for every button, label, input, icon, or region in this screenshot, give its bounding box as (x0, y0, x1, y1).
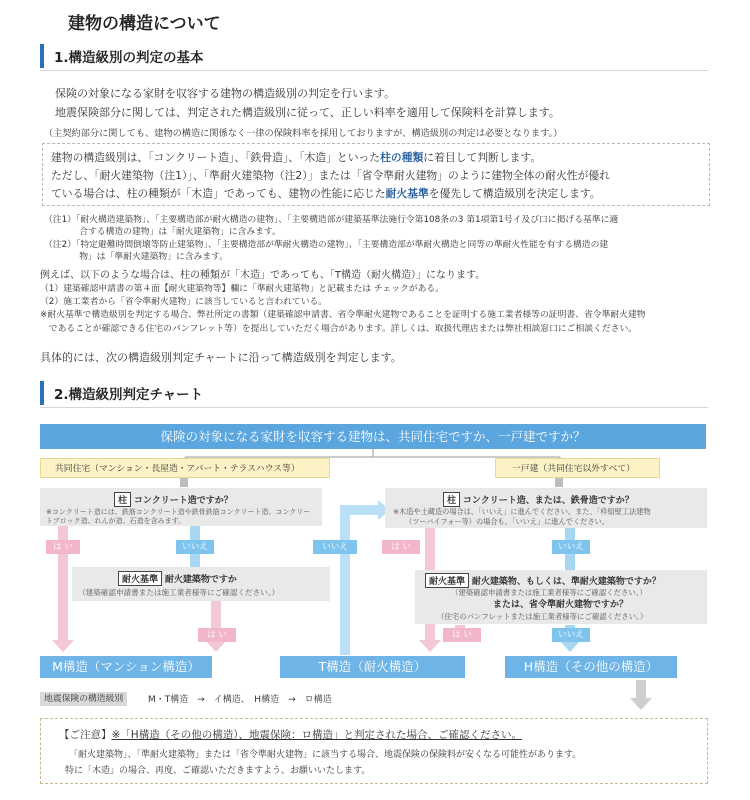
box-line-3: ている場合は、柱の種類が「木造」であっても、建物の性能に応じた耐火基準を優先して構造級別を決定します。 (51, 187, 601, 200)
right-question-1 (385, 488, 707, 528)
result-m-structure: M構造（マンション構造） (40, 656, 212, 678)
footnote: （注1）「耐火構造建築物」、「主要構造部が耐火構造の建物」、「主要構造部が建築基準法施行令第108条の3 第1項第1号イ及び口に掲げる基準に適 (44, 215, 619, 225)
paragraph: 地震保険部分に関しては、判定された構造級別に従って、正しい料率を適用して保険料を計算します。 (55, 106, 560, 119)
result-t-structure: T構造（耐火構造） (280, 656, 465, 678)
question-note: （建築確認申請書または施工業者様等にご確認ください。） (451, 588, 647, 597)
chart-intro: 具体的には、次の構造級別判定チャートに沿って構造級別を判定します。 (40, 351, 402, 364)
question-text: 耐火建築物ですか (164, 575, 237, 585)
question-text: 耐火建築物、もしくは、準耐火建築物ですか？ (471, 577, 661, 587)
left-question-1 (40, 488, 322, 526)
caution-label: 【ご注意】 (59, 729, 112, 741)
no-pill: いいえ (552, 540, 590, 554)
example-note: であることが確認できる住宅のパンフレット等）を提出していただく場合があります。詳しくは、取扱代理店または弊社相談窓口にご相談ください。 (40, 324, 638, 334)
example-intro: 例えば、以下のような場合は、柱の種類が「木造」であっても、「T構造（耐火構造）」になります。 (40, 270, 486, 281)
fire-standard-tag: 耐火基準 (118, 571, 162, 586)
yes-pill: は い (443, 628, 481, 642)
caution-box (40, 718, 708, 784)
footnote: 合する構造の建物」は「耐火建築物」に含みます。 (44, 227, 281, 237)
question-text-2: または、省令準耐火建物ですか？ (493, 600, 629, 610)
box-line-2: ただし、「耐火建築物（注1）」、「準耐火建築物（注2）」または「省令準耐火建物」のように建物全体の耐火性が優れ (51, 169, 610, 182)
caution-line: 特に「木造」の場合、再度、ご確認いただきますよう、お願いいたします。 (65, 766, 371, 776)
right-question-2 (415, 570, 707, 624)
caution-line: 「耐火建築物」、「準耐火建築物」または「省令準耐火建物」に該当する場合、地震保険の保険料が安くなる可能性があります。 (69, 750, 582, 760)
left-branch-label: 共同住宅（マンション・長屋造・アパート・テラスハウス等） (40, 458, 330, 478)
section-title: 2.構造級別判定チャート (54, 387, 204, 403)
question-text: コンクリート造、または、鉄骨造ですか？ (462, 496, 634, 506)
question-text: コンクリート造ですか？ (133, 496, 233, 506)
box-line-1: 建物の構造級別は、「コンクリート造」、「鉄骨造」、「木造」といった柱の種類に着目して判断します。 (51, 151, 542, 164)
section-title: 1.構造級別の判定の基本 (54, 50, 204, 66)
question-note: ※コンクリート造には、鉄筋コンクリート造や鉄骨鉄筋コンクリート造、コンクリートブロック造、れんが造、石造を含みます。 (46, 508, 311, 525)
caution-heading: ※「H構造（その他の構造）、地震保険：ロ構造」と判定された場合、ご確認ください。 (111, 729, 522, 741)
question-note: （ツーバイフォー等）の場合も、「いいえ」に進んでください。 (405, 517, 609, 526)
no-pill: いいえ (552, 628, 590, 642)
left-question-2 (72, 567, 330, 601)
flow-top-question: 保険の対象になる家財を収容する建物は、共同住宅ですか、一戸建ですか？ (40, 424, 706, 449)
question-note: （建築確認申請書または施工業者様等にご確認ください。） (78, 588, 280, 597)
no-pill: いいえ (176, 540, 214, 554)
yes-pill: は い (46, 540, 80, 554)
fire-standard-tag: 耐火基準 (425, 573, 469, 588)
pillar-tag: 柱 (114, 492, 131, 507)
earthquake-structure-legend-label: 地震保険の構造級別 (40, 692, 127, 706)
question-note: （住宅のパンフレットまたは施工業者様等にご確認ください。） (437, 612, 648, 621)
footnote: 物」は「準耐火建築物」に含みます。 (44, 252, 229, 262)
caution-title (59, 727, 522, 742)
question-note: ※木造や土蔵造の場合は、「いいえ」に進んでください。また、「枠組壁工法建物 (393, 507, 651, 516)
yes-pill: は い (382, 540, 420, 554)
example-note: ※耐火基準で構造級別を判定する場合、弊社所定の書類（建築確認申請書、省令準耐火建物であることを証明する施工業者様等の証明書、省令準耐火建物 (40, 310, 646, 320)
paragraph: 保険の対象になる家財を収容する建物の構造級別の判定を行います。 (55, 87, 396, 100)
page-title: 建物の構造について (68, 14, 221, 34)
footnote: （注2）「特定避難時間倒壊等防止建築物」、「主要構造部が準耐火構造の建物」、「主要構造部が準耐火構造と同等の準耐火性能を有する構造の建 (44, 240, 609, 250)
paragraph-note: （主契約部分に関しても、建物の構造に関係なく一律の保険料率を採用しておりますが、構造級別の判定は必要となります。） (44, 128, 563, 139)
example-item: （1）建築確認申請書の第４面【耐火建築物等】欄に「準耐火建築物」と記載または チェックがある。 (40, 284, 444, 294)
pillar-tag: 柱 (443, 492, 460, 507)
earthquake-structure-legend-text: M・T構造 → イ構造、 H構造 → ロ構造 (148, 695, 332, 705)
result-h-structure: H構造（その他の構造） (505, 656, 677, 678)
right-branch-label: 一戸建（共同住宅以外すべて） (495, 458, 660, 478)
yes-pill: は い (198, 628, 236, 642)
no-pill: いいえ (313, 540, 357, 554)
example-item: （2）施工業者から「省令準耐火建物」に該当していると言われている。 (40, 297, 328, 307)
